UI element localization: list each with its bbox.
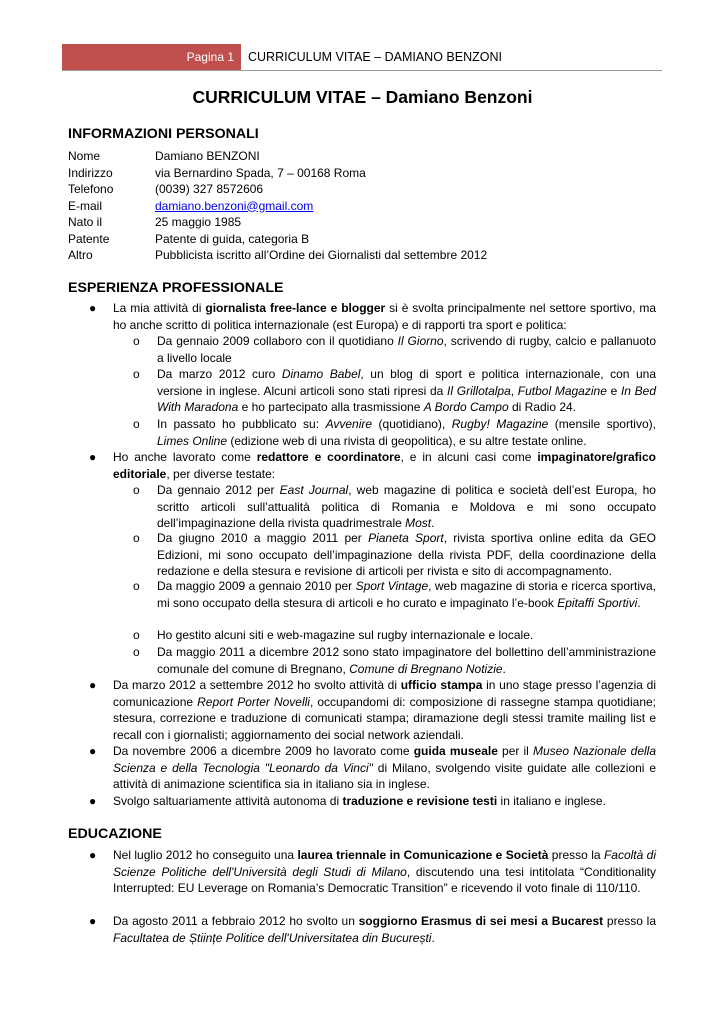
- text: (edizione web di una rivista di geopolitica), e su altre testate online.: [227, 433, 587, 448]
- list-item-freelance: [89, 300, 656, 333]
- text: , scrivendo di rugby, calcio e pallanuoto a livello locale: [157, 334, 657, 365]
- text: La mia attività di: [113, 301, 206, 315]
- info-label: Indirizzo: [68, 165, 113, 180]
- publication-name: Rugby! Magazine: [451, 417, 549, 431]
- text: presso la: [603, 914, 656, 928]
- text: e: [606, 383, 621, 398]
- publication-name: East Journal: [279, 483, 349, 497]
- emphasis: guida museale: [413, 744, 498, 758]
- publication-name: Pianeta Sport: [368, 531, 444, 545]
- company-name: Report Porter Novelli: [197, 694, 310, 709]
- text: In passato ho pubblicato su:: [157, 417, 326, 431]
- publication-name: Il Grillotalpa: [447, 383, 511, 398]
- list-item-press-office: [89, 677, 657, 743]
- bullet-icon: ●: [89, 794, 97, 808]
- text: di Milano, svolgendo visite guidate alle collezioni e attività di animazione scientifica sia in italiano sia in inglese.: [113, 760, 657, 792]
- emphasis: ufficio stampa: [400, 678, 483, 692]
- text: Da maggio 2011 a dicembre 2012 sono stato impaginatore del bollettino dell’amministrazione comunale del comune di Bregnano,: [157, 645, 656, 676]
- text: .: [637, 595, 641, 610]
- text: ,: [510, 383, 518, 398]
- sub-item-east-journal: [133, 482, 656, 532]
- publication-name: Il Giorno: [397, 334, 444, 348]
- section-heading-education: EDUCAZIONE: [68, 826, 162, 842]
- text: in uno stage presso l’agenzia di comunicazione: [113, 678, 656, 709]
- sub-item-dinamo-babel: [133, 366, 657, 416]
- info-value: (0039) 327 8572606: [155, 182, 264, 196]
- info-value: Pubblicista iscritto all’Ordine dei Giornalisti dal settembre 2012: [155, 248, 488, 262]
- emphasis: redattore e coordinatore: [256, 450, 401, 464]
- text: , discutendo una tesi intitolata “Conditionality Interrupted: EU Leverage on Romania’s Democratic Transition” e ricevendo il voto finale di 110/110.: [113, 864, 656, 896]
- publication-name: Comune di Bregnano Notizie: [349, 661, 503, 676]
- document-title: CURRICULUM VITAE – Damiano Benzoni: [192, 87, 533, 107]
- emphasis: laurea triennale in Comunicazione e Società: [297, 848, 549, 862]
- institution-name: Facultatea de Științe Politice dell'Universitatea din București: [113, 930, 432, 945]
- institution-name: Facoltà di Scienze Politiche dell'Università degli Studi di Milano: [113, 848, 657, 879]
- publication-name: Avvenire: [325, 417, 373, 431]
- emphasis: traduzione e revisione testi: [342, 794, 498, 808]
- sub-item-sport-vintage: [133, 578, 656, 611]
- text: Da agosto 2011 a febbraio 2012 ho svolto un: [113, 914, 359, 928]
- list-item-editor: [89, 449, 657, 482]
- text: Da marzo 2012 a settembre 2012 ho svolto attività di: [113, 678, 401, 692]
- circle-bullet-icon: o: [133, 483, 140, 497]
- text: presso la: [548, 848, 604, 862]
- info-value: Damiano BENZONI: [155, 149, 260, 163]
- section-heading-experience: ESPERIENZA PROFESSIONALE: [68, 280, 284, 296]
- bullet-icon: ●: [89, 914, 97, 928]
- text: .: [431, 930, 435, 945]
- bullet-icon: ●: [89, 301, 97, 315]
- publication-name: Dinamo Babel: [281, 367, 361, 381]
- bullet-icon: ●: [89, 450, 97, 464]
- text: Da gennaio 2012 per: [157, 483, 280, 497]
- circle-bullet-icon: o: [133, 531, 140, 545]
- text: in italiano e inglese.: [497, 794, 606, 808]
- page-number-tab: [62, 44, 241, 70]
- sub-item-bregnano: [133, 644, 656, 677]
- text: .: [502, 661, 506, 676]
- info-label: Patente: [68, 231, 110, 246]
- text: , occupandomi di: composizione di rassegne stampa quotidiane; stesura, correzione e traduzione di comunicati stampa; diramazione degli stessi tramite mailing list e recall con i giornalisti; aggiornamento dei social network aziendali.: [113, 694, 657, 742]
- publication-name: Epitaffi Sportivi: [557, 595, 638, 610]
- emphasis: soggiorno Erasmus di sei mesi a Bucarest: [358, 914, 604, 928]
- text: Da maggio 2009 a gennaio 2010 per: [157, 579, 356, 593]
- text: , web magazine di storia e ricerca sportiva, mi sono occupato della stesura di articoli e ho curato e impaginato l’e-book: [157, 579, 656, 610]
- publication-name: Sport Vintage: [355, 579, 429, 593]
- circle-bullet-icon: o: [133, 579, 140, 593]
- circle-bullet-icon: o: [133, 417, 140, 431]
- publication-name: In Bed With Maradona: [157, 383, 656, 415]
- text: .: [431, 516, 435, 531]
- text: si è svolta principalmente nel settore sportivo, ma ho anche scritto di politica internazionale (est Europa) e di rapporti tra sport e politica:: [113, 301, 656, 332]
- publication-name: Most: [405, 516, 432, 531]
- text: Svolgo saltuariamente attività autonoma di: [113, 794, 343, 808]
- circle-bullet-icon: o: [133, 628, 140, 642]
- circle-bullet-icon: o: [133, 645, 140, 659]
- list-item-erasmus: [89, 913, 656, 946]
- text: Da gennaio 2009 collaboro con il quotidiano: [157, 334, 398, 348]
- text: , rivista sportiva online edita da GEO Edizioni, mi sono occupato dell’impaginazione della rivista PDF, della coordinazione della redazione e della stesura e revisione di articoli per rivista e sito di accompagnamento.: [157, 531, 657, 579]
- bullet-icon: ●: [89, 744, 97, 758]
- emphasis: giornalista free-lance e blogger: [205, 301, 386, 315]
- list-item-museum-guide: [89, 743, 657, 793]
- publication-name: Futbol Magazine: [517, 383, 607, 398]
- text: di Radio 24.: [508, 400, 577, 415]
- circle-bullet-icon: o: [133, 367, 140, 381]
- publication-name: A Bordo Campo: [423, 400, 509, 415]
- text: Da marzo 2012 curo: [157, 367, 282, 381]
- info-value: 25 maggio 1985: [155, 215, 242, 229]
- text: Da novembre 2006 a dicembre 2009 ho lavorato come: [113, 744, 414, 758]
- text: Nel luglio 2012 ho conseguito una: [113, 848, 298, 862]
- museum-name: Museo Nazionale della Scienza e della Tecnologia "Leonardo da Vinci": [113, 744, 656, 775]
- info-value: via Bernardino Spada, 7 – 00168 Roma: [155, 165, 366, 180]
- info-value: Patente di guida, categoria B: [155, 231, 310, 246]
- info-label: Altro: [68, 248, 93, 262]
- info-label: Nome: [68, 149, 101, 163]
- text: , web magazine di politica e società dell’est Europa, ho scritto articoli sull’attualità politica di Romania e Moldova e mi sono occupato dell’impaginazione della rivista quadrimestrale: [157, 483, 656, 531]
- text: e ho partecipato alla trasmissione: [238, 400, 424, 415]
- page-number-label: Pagina 1: [186, 50, 234, 64]
- list-item-translation: [89, 793, 656, 810]
- text: Da giugno 2010 a maggio 2011 per: [157, 531, 369, 545]
- bullet-icon: ●: [89, 678, 97, 692]
- text: , per diverse testate:: [166, 466, 276, 481]
- text: , un blog di sport e politica internazionale, con una versione in inglese. Alcuni articoli sono stati ripresi da: [157, 367, 657, 398]
- list-item-degree: [89, 847, 657, 897]
- publication-name: Limes Online: [157, 433, 228, 448]
- info-label: Nato il: [68, 215, 103, 229]
- email-link[interactable]: damiano.benzoni@gmail.com: [155, 198, 314, 213]
- sub-item-past-publications: [133, 416, 656, 449]
- page-header: [62, 44, 662, 71]
- info-label: Telefono: [68, 182, 114, 196]
- text: per il: [497, 744, 533, 758]
- info-label: E-mail: [68, 198, 103, 213]
- sub-item-rugby-sites: [133, 627, 656, 644]
- circle-bullet-icon: o: [133, 334, 140, 348]
- text: (quotidiano),: [372, 417, 452, 431]
- text: Ho anche lavorato come: [113, 450, 257, 464]
- text: (mensile sportivo),: [548, 417, 656, 431]
- bullet-icon: ●: [89, 848, 97, 862]
- section-heading-personal: INFORMAZIONI PERSONALI: [68, 126, 259, 142]
- text: Ho gestito alcuni siti e web-magazine sul rugby internazionale e locale.: [157, 628, 534, 642]
- header-title: CURRICULUM VITAE – DAMIANO BENZONI: [248, 50, 502, 64]
- sub-item-pianeta-sport: [133, 530, 657, 580]
- text: , e in alcuni casi come: [400, 450, 538, 464]
- sub-item-il-giorno: [133, 333, 657, 366]
- emphasis: impaginatore/grafico editoriale: [113, 450, 657, 481]
